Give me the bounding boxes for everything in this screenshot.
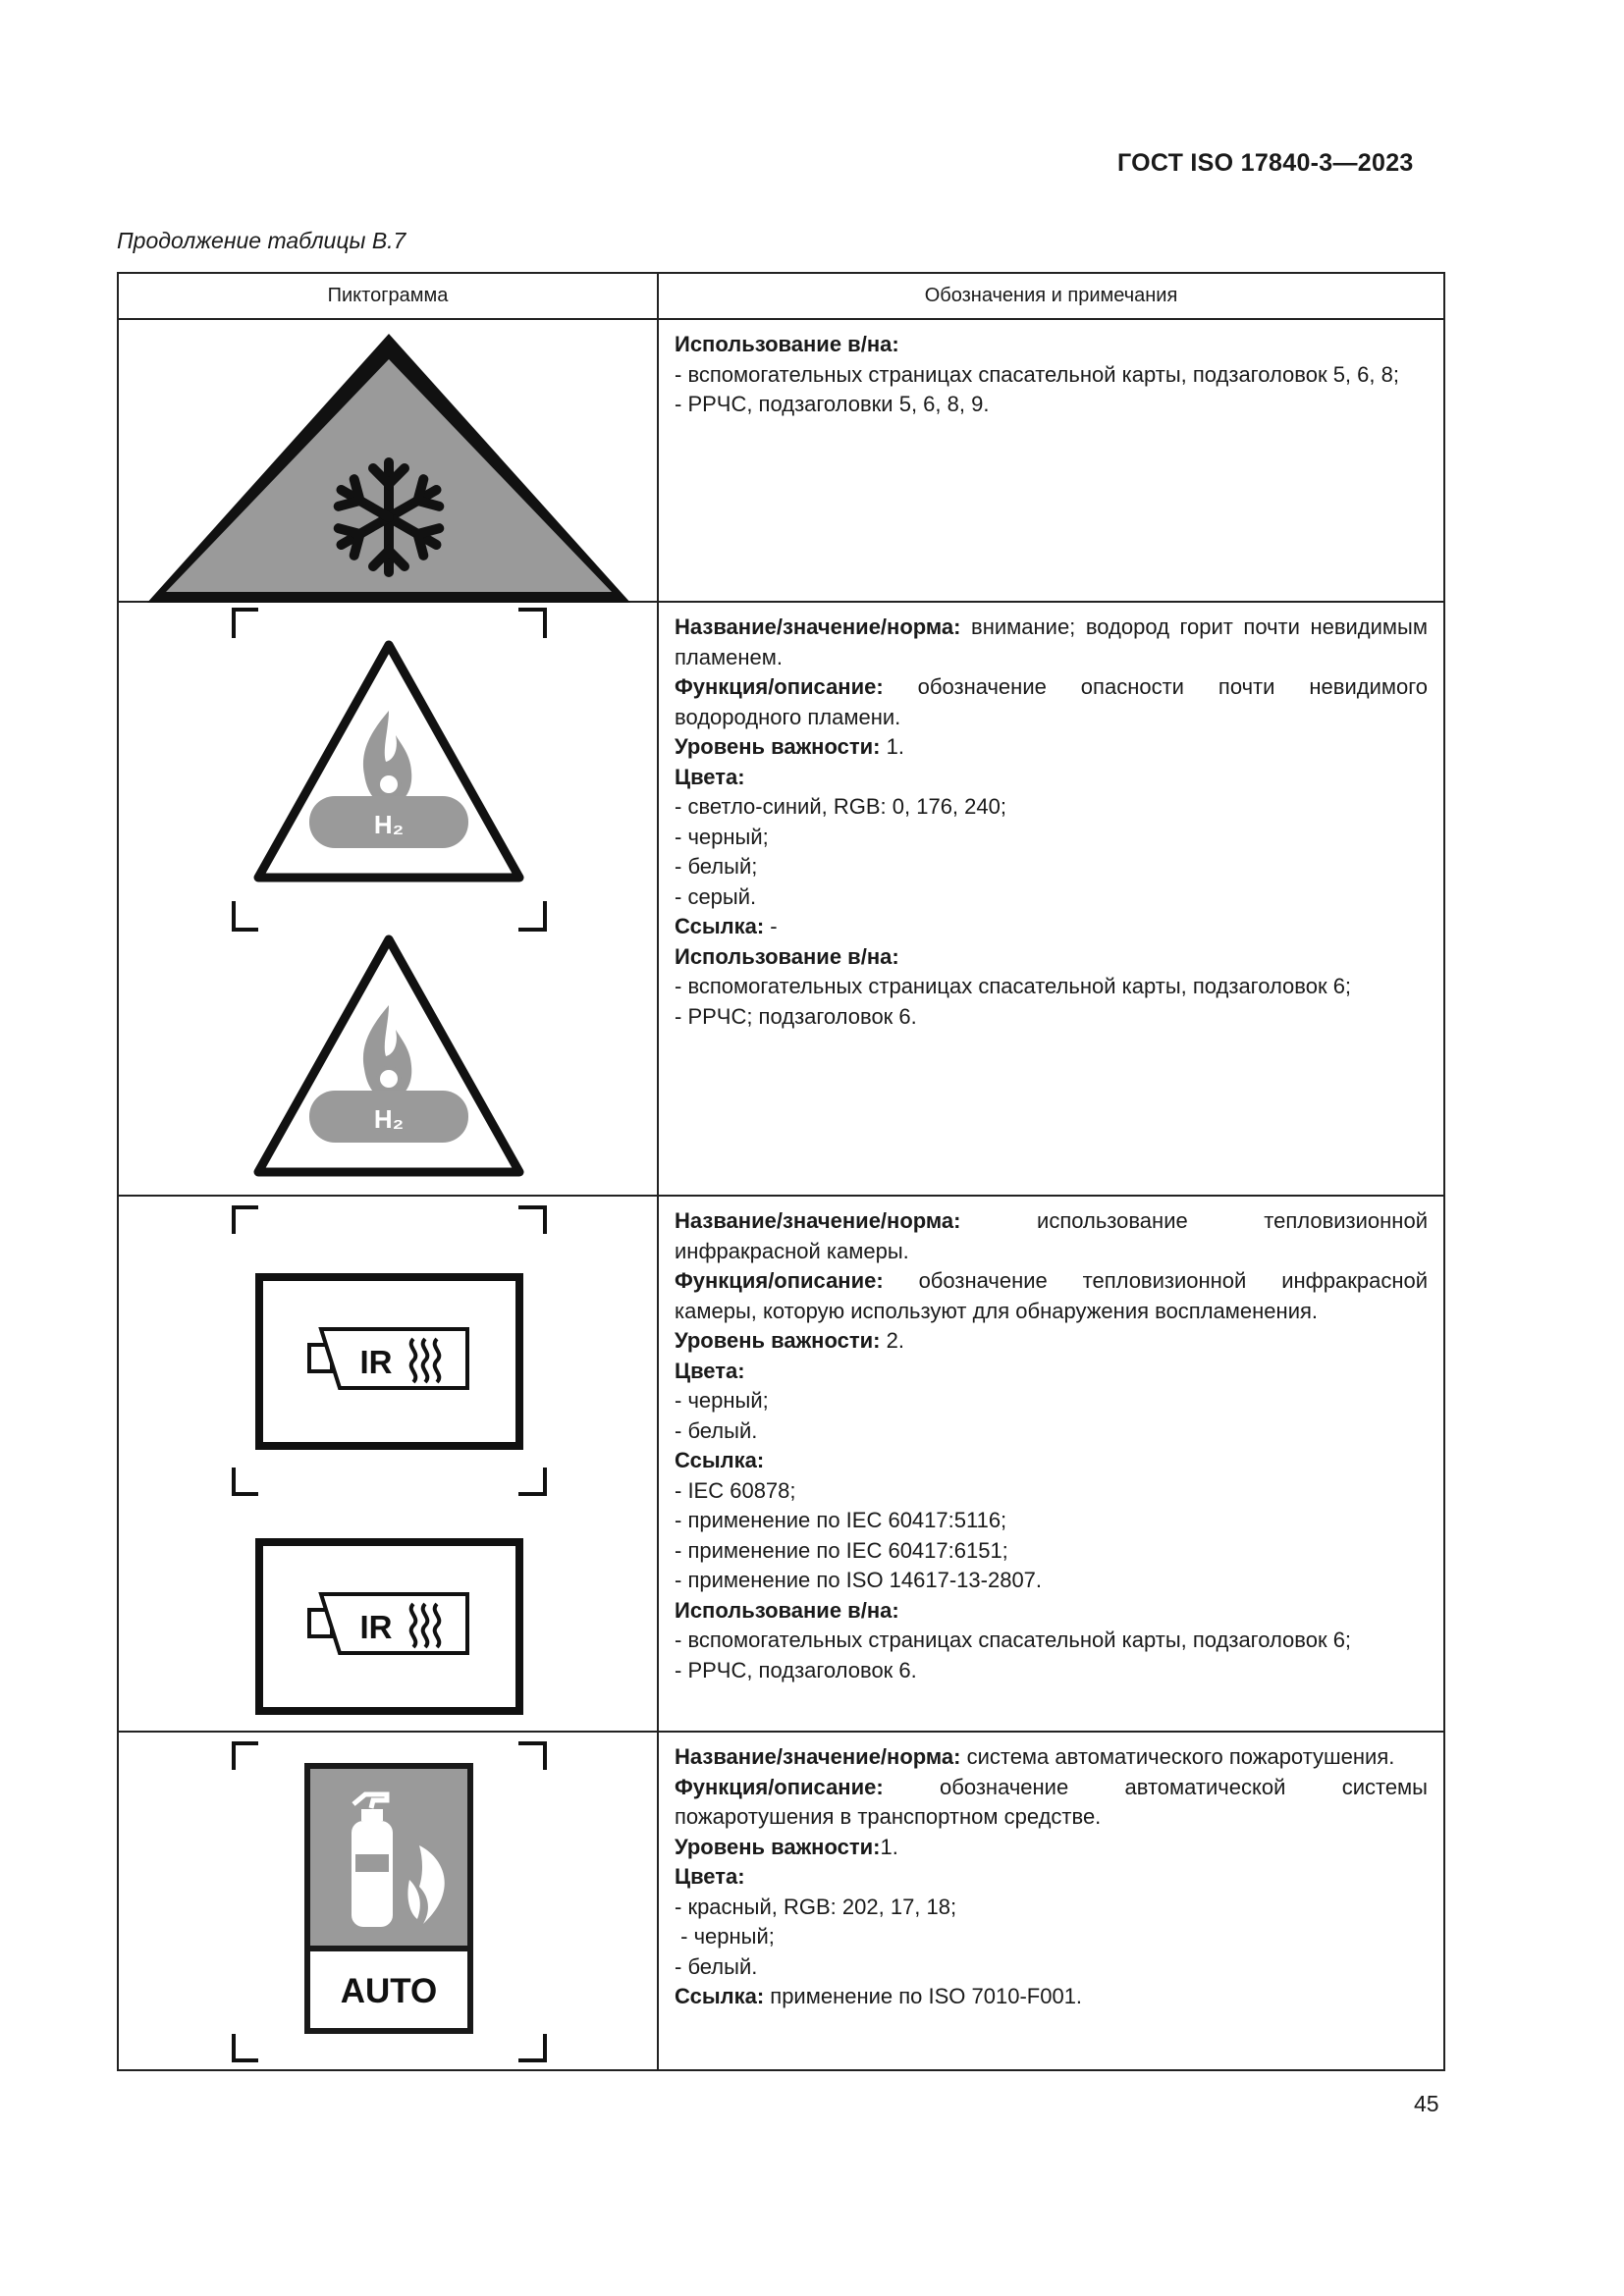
note-text: - применение по ISO 14617-13-2807. <box>675 1568 1043 1592</box>
notes-cell <box>658 602 1444 1196</box>
note-line <box>675 1326 1428 1357</box>
note-line <box>675 792 1428 823</box>
hydrogen-invisible-flame-icon <box>258 645 519 878</box>
h2-label: H₂ <box>373 1104 405 1134</box>
table-row <box>118 319 1444 602</box>
note-text: - вспомогательных страницах спасательной карты, подзаголовок 6; <box>675 974 1352 998</box>
note-text: - белый. <box>675 1417 758 1443</box>
note-label: Название/значение/норма: <box>675 614 961 639</box>
auto-extinguish-pictogram <box>119 1733 659 2071</box>
column-header-notes: Обозначения и примечания <box>658 273 1444 319</box>
document-code: ГОСТ ISO 17840-3—2023 <box>1117 149 1414 177</box>
note-line <box>675 1893 1428 1923</box>
note-text: 1. <box>880 1834 898 1859</box>
thermal-ir-camera-icon <box>259 1542 519 1711</box>
note-text: - применение по IEC 60417:6151; <box>675 1537 1008 1563</box>
pictogram-cell <box>118 319 658 602</box>
note-line <box>675 1506 1428 1536</box>
note-text: - <box>764 914 778 938</box>
note-text: - белый; <box>675 854 758 879</box>
note-line <box>675 1773 1435 1833</box>
note-text: система автоматического пожаротушения. <box>960 1744 1395 1769</box>
note-line <box>675 1206 1435 1266</box>
note-line <box>675 1566 1428 1596</box>
notes-text <box>659 603 1443 1032</box>
note-line <box>675 1862 1428 1893</box>
low-temperature-warning-icon <box>119 320 659 603</box>
notes-text <box>659 320 1443 420</box>
note-line <box>675 732 1428 763</box>
ir-label: IR <box>359 1609 393 1645</box>
note-line <box>675 1416 1428 1447</box>
automatic-fire-extinguishing-icon <box>304 1763 473 2034</box>
note-text: использование тепловизионной инфракрасной камеры. <box>675 1208 1435 1263</box>
note-text: - РРЧС, подзаголовок 6. <box>675 1657 917 1682</box>
hydrogen-invisible-flame-icon <box>258 939 519 1172</box>
note-line <box>675 1626 1428 1656</box>
note-line <box>675 390 1428 420</box>
note-text: - РРЧС, подзаголовки 5, 6, 8, 9. <box>675 392 990 416</box>
note-line <box>675 882 1428 913</box>
note-line <box>675 672 1435 732</box>
note-line <box>675 912 1428 942</box>
note-line <box>675 1446 1428 1476</box>
table-row <box>118 1196 1444 1732</box>
note-label: Ссылка: <box>675 914 765 938</box>
note-text: - белый. <box>675 1953 758 1979</box>
note-label: Использование в/на: <box>675 943 899 969</box>
note-line <box>675 1357 1428 1387</box>
notes-text <box>659 1197 1443 1685</box>
note-text: - черный; <box>675 824 769 849</box>
column-header-pictogram: Пиктограмма <box>118 273 658 319</box>
note-text: внимание; водород горит почти невидимым пламенем. <box>675 614 1435 669</box>
note-label: Ссылка: <box>675 1984 765 2008</box>
note-line <box>675 1656 1428 1686</box>
note-label: Цвета: <box>675 764 745 789</box>
table-caption: Продолжение таблицы В.7 <box>117 228 406 253</box>
note-line <box>675 1833 1428 1863</box>
note-label: Функция/описание: <box>675 674 884 699</box>
pictogram-table <box>117 272 1445 2071</box>
note-label: Функция/описание: <box>675 1774 884 1799</box>
note-text: - РРЧС; подзаголовок 6. <box>675 1003 917 1029</box>
note-text: - вспомогательных страницах спасательной карты, подзаголовок 6; <box>675 1628 1352 1652</box>
note-line <box>675 1002 1428 1033</box>
note-text: - вспомогательных страницах спасательной карты, подзаголовок 5, 6, 8; <box>675 361 1399 387</box>
note-label: Уровень важности: <box>675 734 881 759</box>
note-text: обозначение опасности почти невидимого водородного пламени. <box>675 674 1435 729</box>
note-label: Ссылка: <box>675 1448 765 1472</box>
table-header-row <box>118 273 1444 319</box>
note-text: - серый. <box>675 883 757 909</box>
note-text: - применение по IEC 60417:5116; <box>675 1508 1007 1532</box>
note-label: Цвета: <box>675 1864 745 1889</box>
notes-text <box>659 1733 1443 2012</box>
note-text: обозначение автоматической системы пожаротушения в транспортном средстве. <box>675 1774 1435 1829</box>
note-line <box>675 972 1428 1002</box>
note-line <box>675 613 1435 672</box>
notes-cell <box>658 1196 1444 1732</box>
note-label: Использование в/на: <box>675 1597 899 1623</box>
table-row <box>118 1732 1444 2070</box>
note-label: Уровень важности: <box>675 1834 881 1859</box>
note-line <box>675 1982 1428 2012</box>
note-line <box>675 1476 1428 1507</box>
table-row <box>118 602 1444 1196</box>
note-line <box>675 852 1428 882</box>
thermal-ir-camera-icon <box>259 1277 519 1446</box>
note-text: - IEC 60878; <box>675 1477 796 1503</box>
note-label: Использование в/на: <box>675 332 899 356</box>
note-text: применение по ISO 7010-F001. <box>764 1984 1083 2008</box>
note-label: Название/значение/норма: <box>675 1744 961 1769</box>
note-label: Цвета: <box>675 1358 745 1383</box>
pictogram-cell <box>118 1196 658 1732</box>
note-text: - светло-синий, RGB: 0, 176, 240; <box>675 794 1006 819</box>
note-line <box>675 360 1428 391</box>
note-line <box>675 1536 1428 1567</box>
note-text: обозначение тепловизионной инфракрасной камеры, которую используют для обнаружения воспламенения. <box>675 1268 1435 1323</box>
notes-cell <box>658 1732 1444 2070</box>
notes-cell <box>658 319 1444 602</box>
note-label: Название/значение/норма: <box>675 1208 961 1233</box>
note-line <box>675 1922 1428 1952</box>
note-line <box>675 763 1428 793</box>
note-text: 1. <box>880 734 904 759</box>
note-line <box>675 330 1428 360</box>
note-line <box>675 1596 1428 1627</box>
auto-label: AUTO <box>340 1972 438 2010</box>
page-number: 45 <box>1414 2091 1439 2116</box>
note-line <box>675 942 1428 973</box>
pictogram-cell <box>118 1732 658 2070</box>
note-line <box>675 1386 1428 1416</box>
note-text: - красный, RGB: 202, 17, 18; <box>675 1894 957 1919</box>
note-line <box>675 1952 1428 1983</box>
note-text: - черный; <box>675 1388 769 1413</box>
note-line <box>675 1742 1428 1773</box>
hydrogen-flame-pictogram <box>119 603 659 1197</box>
note-text: 2. <box>880 1328 904 1353</box>
note-label: Уровень важности: <box>675 1328 881 1353</box>
note-line <box>675 1266 1435 1326</box>
ir-label: IR <box>359 1344 393 1380</box>
note-text: - черный; <box>675 1924 775 1949</box>
note-line <box>675 823 1428 853</box>
ir-camera-pictogram <box>119 1197 659 1733</box>
h2-label: H₂ <box>373 810 405 839</box>
pictogram-cell <box>118 602 658 1196</box>
note-label: Функция/описание: <box>675 1268 884 1293</box>
